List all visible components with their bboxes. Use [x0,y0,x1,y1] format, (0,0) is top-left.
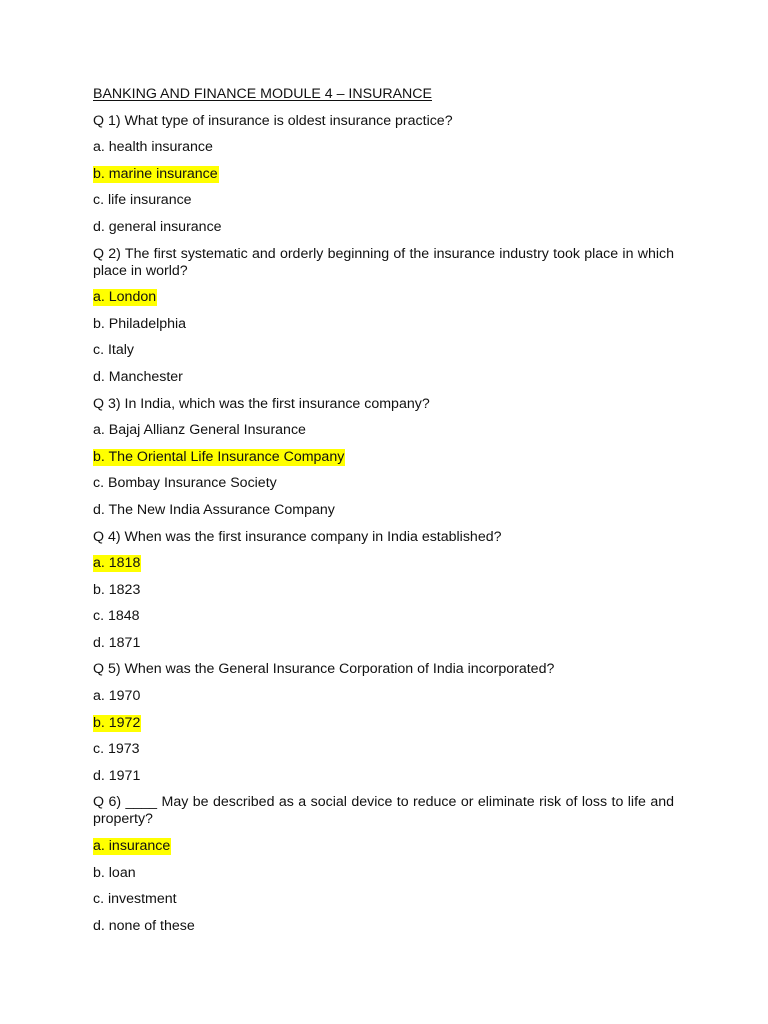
option-label: d. none of these [93,917,195,934]
answer-option-highlighted [93,166,674,183]
option-label: a. London [93,289,157,306]
answer-option [93,582,674,599]
answer-option-highlighted [93,449,674,466]
answer-option [93,635,674,652]
question-block [93,661,674,784]
option-label: d. 1971 [93,767,141,784]
answer-option [93,342,674,359]
option-label: d. general insurance [93,218,222,235]
answer-option-highlighted [93,555,674,572]
question-block [93,246,674,386]
option-label: a. 1970 [93,688,141,705]
question-text: Q 5) When was the General Insurance Corporation of India incorporated? [93,661,555,678]
option-label: c. life insurance [93,192,192,209]
answer-option [93,918,674,935]
answer-option [93,688,674,705]
option-label: b. loan [93,864,136,881]
answer-option [93,422,674,439]
option-label: c. 1848 [93,608,140,625]
document-body [93,86,674,944]
option-label: c. Italy [93,342,134,359]
question-text: Q 2) The first systematic and orderly beginning of the insurance industry took place in which place in world? [93,245,674,279]
option-label: b. 1972 [93,714,141,731]
answer-option [93,139,674,156]
question-text: Q 1) What type of insurance is oldest insurance practice? [93,112,453,129]
answer-option [93,891,674,908]
answer-option-highlighted [93,289,674,306]
option-label: b. Philadelphia [93,315,187,332]
answer-option-highlighted [93,838,674,855]
question-block [93,794,674,934]
answer-option [93,502,674,519]
option-label: c. Bombay Insurance Society [93,475,277,492]
option-label: a. insurance [93,838,171,855]
question-text: Q 3) In India, which was the first insurance company? [93,395,430,412]
option-label: a. Bajaj Allianz General Insurance [93,422,306,439]
answer-option [93,219,674,236]
option-label: b. The Oriental Life Insurance Company [93,448,345,465]
answer-option [93,316,674,333]
question-block [93,113,674,236]
answer-option [93,768,674,785]
option-label: a. health insurance [93,139,213,156]
answer-option [93,192,674,209]
question-block [93,529,674,652]
document-title: BANKING AND FINANCE MODULE 4 – INSURANCE [93,86,432,102]
question-list [93,113,674,935]
option-label: b. marine insurance [93,165,218,182]
option-label: d. 1871 [93,634,141,651]
answer-option [93,608,674,625]
option-label: b. 1823 [93,581,141,598]
option-label: a. 1818 [93,555,141,572]
option-label: d. Manchester [93,368,183,385]
option-label: c. investment [93,891,177,908]
answer-option-highlighted [93,715,674,732]
question-block [93,396,674,519]
answer-option [93,475,674,492]
answer-option [93,865,674,882]
option-label: d. The New India Assurance Company [93,501,335,518]
answer-option [93,741,674,758]
question-text: Q 4) When was the first insurance company in India established? [93,528,502,545]
answer-option [93,369,674,386]
option-label: c. 1973 [93,741,140,758]
question-text: Q 6) ____ May be described as a social device to reduce or eliminate risk of loss to life and property? [93,794,674,828]
